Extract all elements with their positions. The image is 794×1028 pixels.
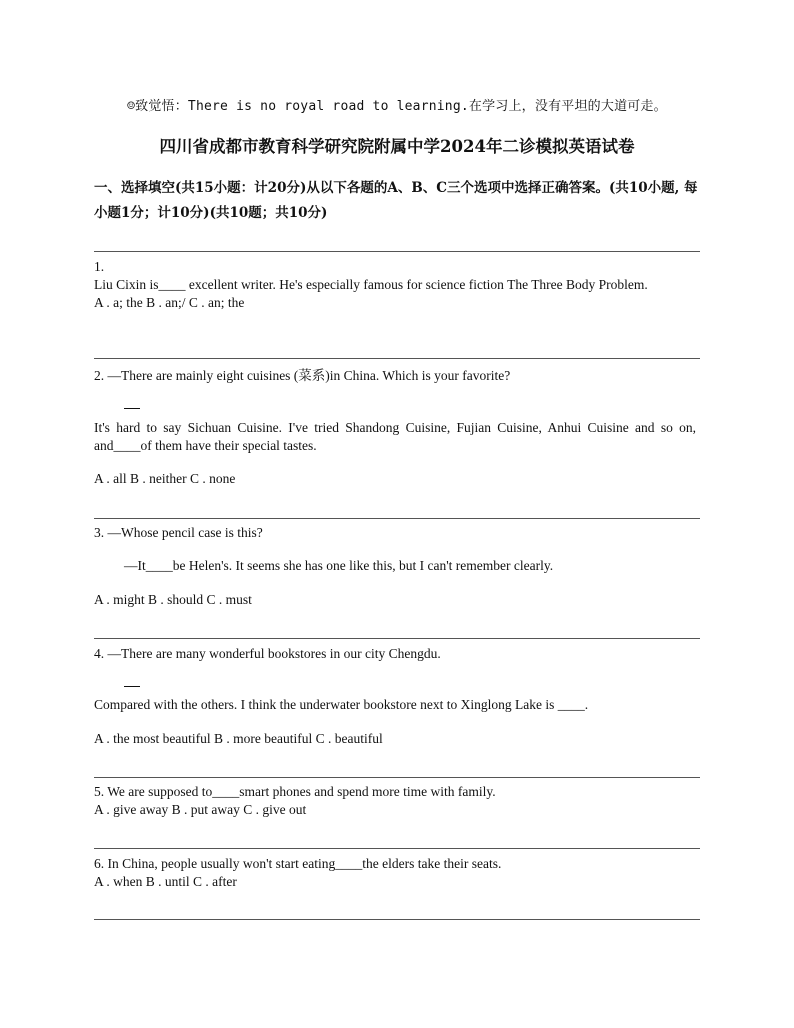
question-2-options <box>94 470 696 488</box>
dash-mark <box>124 408 140 409</box>
question-3-response <box>94 557 696 575</box>
answer-dash <box>94 399 696 417</box>
question-options: A . a; the B . an;/ C . an; the <box>94 295 245 310</box>
dash-mark <box>124 686 140 687</box>
question-3 <box>94 524 696 542</box>
divider <box>94 251 700 252</box>
question-options: A . when B . until C . after <box>94 874 237 889</box>
question-2-response <box>94 419 696 455</box>
question-response: —It____be Helen's. It seems she has one like this, but I can't remember clearly. <box>124 558 554 573</box>
question-5 <box>94 783 696 819</box>
section-heading: 一、选择填空(共15小题：计20分)从以下各题的A、B、C三个选项中选择正确答案。(共10小题, 每小题1分；计10分)(共10题；共10分) <box>94 180 698 221</box>
question-options: A . might B . should C . must <box>94 592 252 607</box>
question-4-response <box>94 696 696 714</box>
divider <box>94 848 700 849</box>
exam-title: 四川省成都市教育科学研究院附属中学2024年二诊模拟英语试卷 <box>159 137 635 156</box>
motto-line: ☺致觉悟：There is no royal road to learning.在学习上，没有平坦的大道可走。 <box>127 99 667 114</box>
divider <box>94 919 700 920</box>
question-stem: Liu Cixin is____ excellent writer. He's especially famous for science fiction The Three Body Problem. <box>94 277 648 292</box>
question-options: A . the most beautiful B . more beautiful C . beautiful <box>94 731 383 746</box>
divider <box>94 777 700 778</box>
question-stem: 5. We are supposed to____smart phones and spend more time with family. <box>94 784 496 799</box>
question-4-options <box>94 730 696 748</box>
question-stem: 4. —There are many wonderful bookstores in our city Chengdu. <box>94 646 441 661</box>
question-response: Compared with the others. I think the underwater bookstore next to Xinglong Lake is ____. <box>94 697 589 712</box>
question-4 <box>94 645 696 663</box>
question-options: A . all B . neither C . none <box>94 471 236 486</box>
question-3-options <box>94 591 696 609</box>
answer-dash <box>94 677 696 695</box>
question-stem: 2. —There are mainly eight cuisines (菜系)in China. Which is your favorite? <box>94 368 511 383</box>
divider <box>94 638 700 639</box>
question-stem: 3. —Whose pencil case is this? <box>94 525 263 540</box>
question-response: It's hard to say Sichuan Cuisine. I've tried Shandong Cuisine, Fujian Cuisine, Anhui Cuisine and so on, and____of them have their special tastes. <box>94 420 696 453</box>
question-stem: 6. In China, people usually won't start eating____the elders take their seats. <box>94 856 502 871</box>
question-2 <box>94 367 696 385</box>
question-options: A . give away B . put away C . give out <box>94 802 307 817</box>
question-number: 1. <box>94 259 105 274</box>
divider <box>94 518 700 519</box>
divider <box>94 358 700 359</box>
question-1 <box>94 258 696 312</box>
question-6 <box>94 855 696 891</box>
